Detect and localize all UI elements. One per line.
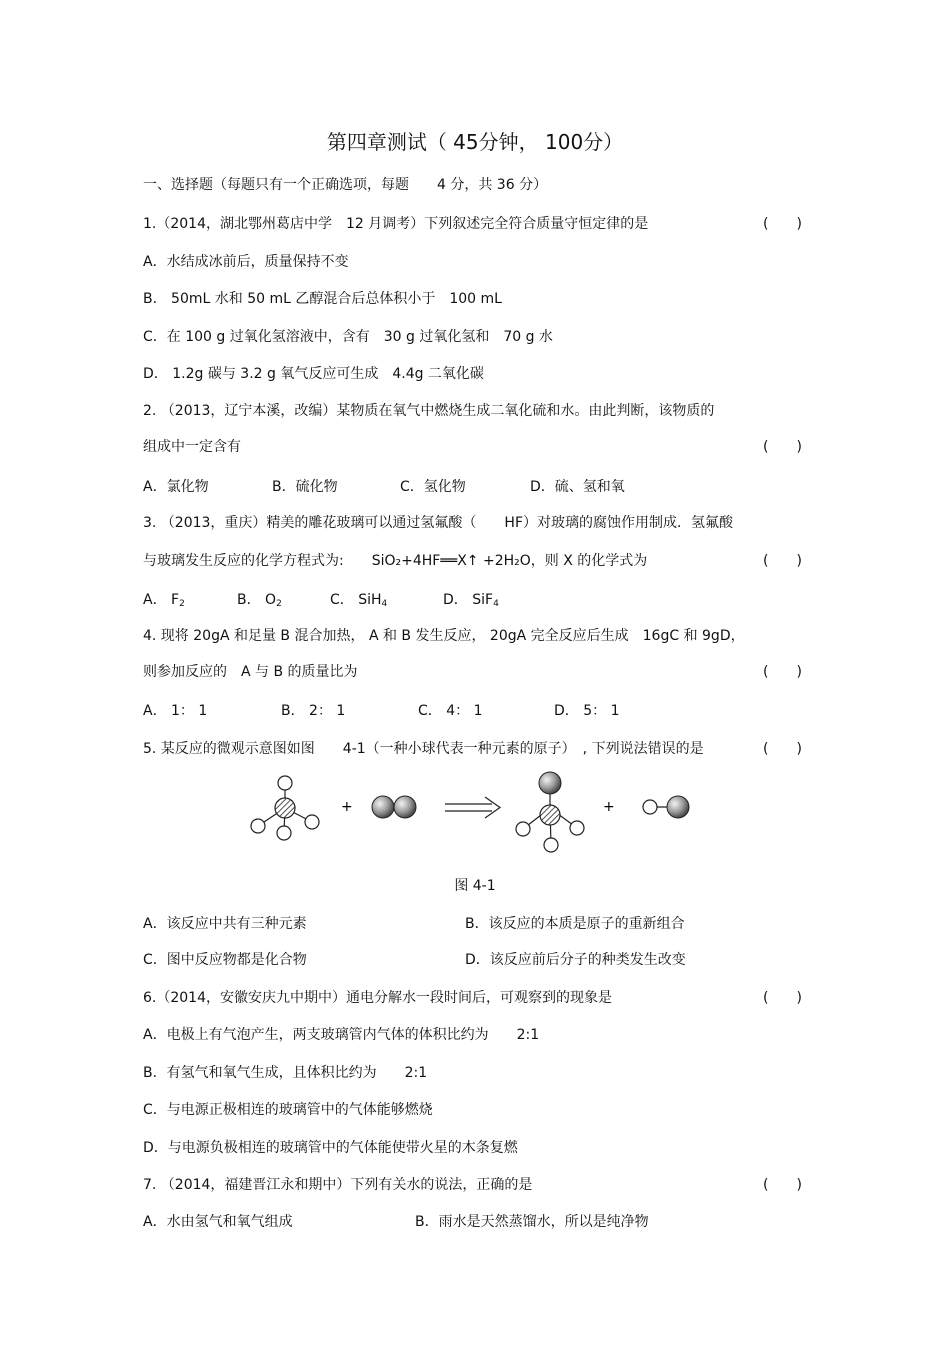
q5-answer-blank: ( ) — [763, 741, 802, 757]
plus-sign-2: + — [603, 799, 615, 815]
q6-option-a: A．电极上有气泡产生，两支玻璃管内气体的体积比约为 2:1 — [143, 1027, 540, 1043]
q4-answer-blank: ( ) — [763, 664, 802, 680]
q5-stem: 5. 某反应的微观示意图如图 4-1（一种小球代表一种元素的原子） , 下列说法错误的是 — [143, 741, 704, 757]
q3-answer-blank: ( ) — [763, 553, 802, 569]
q2-option-b: B．硫化物 — [272, 479, 338, 495]
q4-option-b: B． 2： 1 — [281, 703, 346, 719]
product-molecule-2 — [643, 796, 689, 818]
product-molecule-1 — [516, 772, 584, 852]
q2-stem-line2: 组成中一定含有 — [143, 439, 241, 455]
q7-answer-blank: ( ) — [763, 1177, 802, 1193]
q2-option-d: D．硫、氢和氧 — [530, 479, 625, 495]
q2-option-a: A．氯化物 — [143, 479, 209, 495]
q5-option-b: B．该反应的本质是原子的重新组合 — [465, 916, 685, 932]
q6-stem: 6.（2014，安徽安庆九中期中）通电分解水一段时间后，可观察到的现象是 — [143, 990, 612, 1006]
q1-stem: 1.（2014，湖北鄂州葛店中学 12 月调考）下列叙述完全符合质量守恒定律的是 — [143, 216, 649, 232]
q3-stem-line1: 3. （2013，重庆）精美的雕花玻璃可以通过氢氟酸（ HF）对玻璃的腐蚀作用制成．氢氟酸 — [143, 515, 734, 531]
reaction-arrow — [445, 797, 500, 818]
q3-option-a: A． $F_2$ — [143, 592, 185, 609]
reactant-molecule-1 — [251, 776, 319, 840]
q7-option-a: A．水由氢气和氧气组成 — [143, 1214, 293, 1230]
figure-caption: 图 4-1 — [454, 878, 496, 894]
q3-option-d: D． SiF$_4$ — [443, 592, 499, 609]
q3-option-c: C． SiH$_4$ — [330, 592, 388, 609]
reactant-molecule-2 — [372, 796, 416, 818]
q7-stem: 7. （2014，福建晋江永和期中）下列有关水的说法，正确的是 — [143, 1177, 533, 1193]
q4-option-c: C． 4： 1 — [418, 703, 483, 719]
q1-option-a: A．水结成冰前后，质量保持不变 — [143, 254, 349, 270]
q1-option-c: C．在 100 g 过氧化氢溶液中，含有 30 g 过氧化氢和 70 g 水 — [143, 329, 553, 345]
q5-option-a: A．该反应中共有三种元素 — [143, 916, 307, 932]
q6-answer-blank: ( ) — [763, 990, 802, 1006]
section-heading: 一、选择题（每题只有一个正确选项，每题 4 分，共 36 分） — [143, 177, 548, 193]
q4-stem-line2: 则参加反应的 A 与 B 的质量比为 — [143, 664, 358, 680]
q2-stem-line1: 2. （2013，辽宁本溪，改编）某物质在氧气中燃烧生成二氧化硫和水。由此判断，该物质的 — [143, 403, 715, 419]
q3-option-b: B． $O_2$ — [237, 592, 282, 609]
q4-option-a: A． 1： 1 — [143, 703, 208, 719]
page-title: 第四章测试（ 45分钟， 100分） — [326, 130, 624, 154]
q4-option-d: D． 5： 1 — [554, 703, 620, 719]
q6-option-b: B．有氢气和氧气生成，且体积比约为 2:1 — [143, 1065, 428, 1081]
q6-option-c: C．与电源正极相连的玻璃管中的气体能够燃烧 — [143, 1102, 433, 1118]
q5-option-d: D．该反应前后分子的种类发生改变 — [465, 952, 686, 968]
q1-option-b: B． 50mL 水和 50 mL 乙醇混合后总体积小于 100 mL — [143, 291, 502, 307]
q1-answer-blank: ( ) — [763, 216, 802, 232]
q3-stem-line2: 与玻璃发生反应的化学方程式为: SiO₂+4HF══X↑ +2H₂O，则 X 的化学式为 — [143, 553, 648, 569]
q6-option-d: D．与电源负极相连的玻璃管中的气体能使带火星的木条复燃 — [143, 1140, 518, 1156]
q5-option-c: C．图中反应物都是化合物 — [143, 952, 307, 968]
reaction-diagram — [240, 765, 710, 855]
q4-stem-line1: 4. 现将 20gA 和足量 B 混合加热， A 和 B 发生反应， 20gA 完全反应后生成 16gC 和 9gD， — [143, 628, 745, 644]
q1-option-d: D． 1.2g 碳与 3.2 g 氧气反应可生成 4.4g 二氧化碳 — [143, 366, 484, 382]
plus-sign-1: + — [341, 799, 353, 815]
q2-option-c: C．氢化物 — [400, 479, 466, 495]
q7-option-b: B．雨水是天然蒸馏水，所以是纯净物 — [415, 1214, 649, 1230]
q2-answer-blank: ( ) — [763, 439, 802, 455]
